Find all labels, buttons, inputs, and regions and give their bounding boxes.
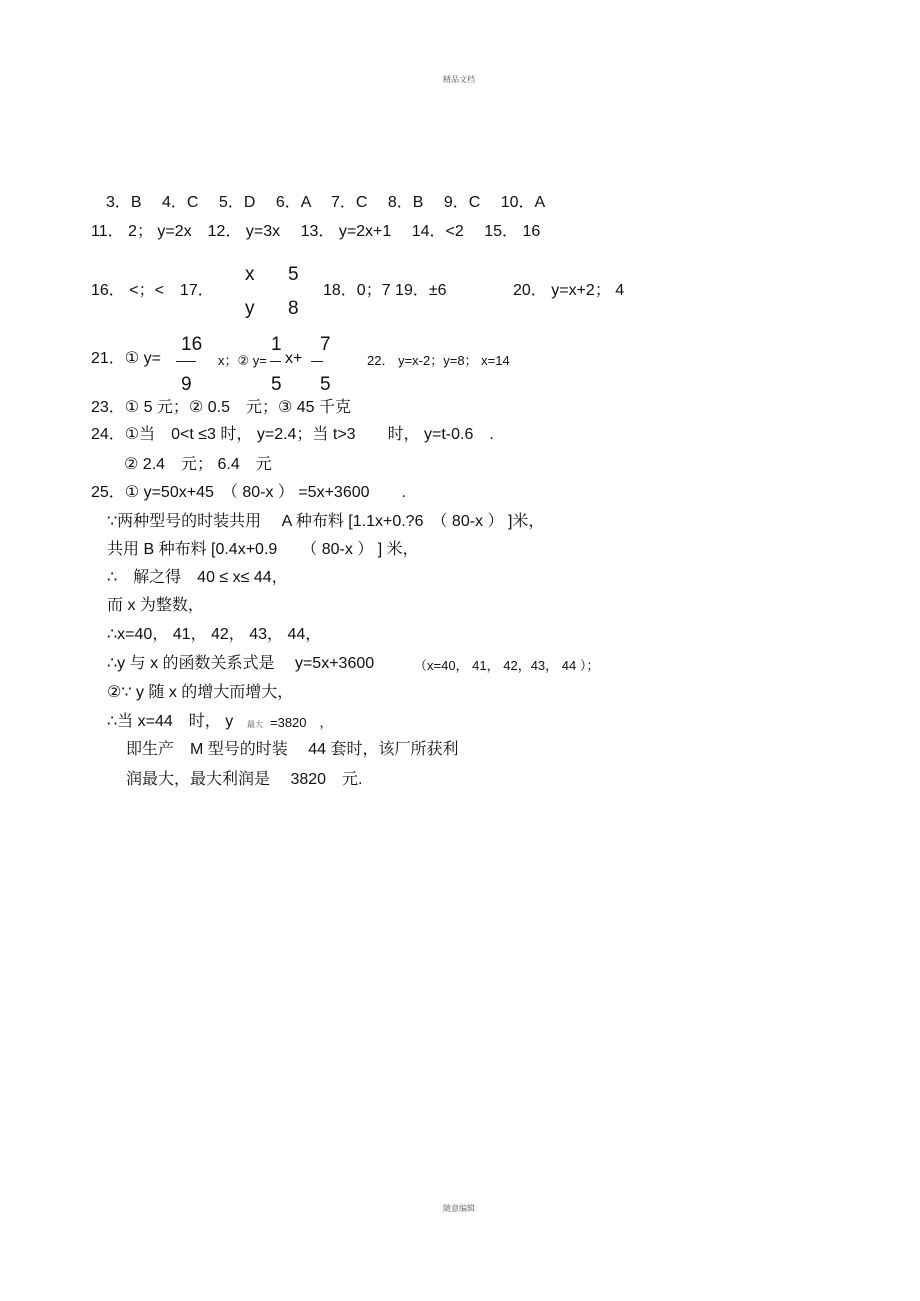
answer-18-19: 18．0；7 19．±6 [323, 282, 447, 299]
fraction-7-5-numerator: 7 [320, 334, 331, 355]
max-subscript: 最大 [247, 720, 263, 729]
answer-25-part1: 25．① y=50x+45 （ 80-x ） =5x+3600 . [91, 484, 406, 501]
fraction-1-5-denominator: 5 [271, 374, 282, 395]
answer-24-part1: 24．①当 0<t ≤3 时， y=2.4；当 t>3 时， y=t-0.6 . [91, 426, 494, 443]
answer-22: 22． y=x-2；y=8； x=14 [367, 353, 510, 368]
answer-line-3-10: 3．B 4．C 5．D 6．A 7．C 8．B 9．C 10．A [106, 194, 546, 211]
answer-25-max-label: ∴当 x=44 时， y [107, 713, 234, 730]
answer-21-label: 21．① y= [91, 350, 161, 367]
answer-25-x-values: ∴x=40， 41， 42， 43， 44， [107, 626, 322, 643]
answer-line-11-15: 11． 2； y=2x 12． y=3x 13． y=2x+1 14．<2 15． 16 [91, 223, 541, 240]
page-footer: 随意编辑 [443, 1204, 475, 1213]
fraction-1-5-numerator: 1 [271, 334, 282, 355]
answer-21-part2-label: x；② y= [218, 353, 267, 368]
answer-16-17-label: 16． <；< 17． [91, 282, 214, 299]
answer-25-max-value: =3820 ， [270, 715, 333, 730]
answer-25-conclusion-2: 润最大，最大利润是 3820 元. [126, 771, 363, 788]
answer-21-x-plus: x+ [285, 350, 303, 367]
answer-24-part2: ② 2.4 元； 6.4 元 [124, 456, 272, 473]
answer-25-fabric-b: 共用 B 种布料 [0.4x+0.9 （ 80-x ） ] 米， [107, 541, 419, 558]
fraction-16-9-numerator: 16 [181, 334, 203, 355]
system-17-x: x [245, 264, 255, 285]
fraction-16-9-bar [176, 361, 196, 362]
answer-20: 20． y=x+2； 4 [513, 282, 625, 299]
fraction-7-5-denominator: 5 [320, 374, 331, 395]
answer-25-integer: 而 x 为整数， [107, 597, 204, 614]
fraction-7-5-bar [311, 361, 323, 362]
answer-25-solve: ∴ 解之得 40 ≤ x≤ 44， [107, 569, 288, 586]
fraction-1-5-bar [270, 361, 281, 362]
system-17-x-value: 5 [288, 264, 299, 285]
answer-25-domain: （x=40， 41， 42，43， 44 ）； [414, 658, 600, 673]
answer-25-function: ∴y 与 x 的函数关系式是 y=5x+3600 [107, 655, 375, 672]
system-17-y: y [245, 298, 255, 319]
answer-25-part2: ②∵ y 随 x 的增大而增大， [107, 684, 294, 701]
answer-25-conclusion-1: 即生产 M 型号的时装 44 套时，该厂所获利 [126, 741, 459, 758]
answer-23: 23．① 5 元；② 0.5 元；③ 45 千克 [91, 399, 351, 416]
answer-25-fabric-a: ∵两种型号的时装共用 A 种布料 [1.1x+0.?6 （ 80-x ） ]米， [107, 513, 545, 530]
page-header: 精品文档 [443, 75, 475, 84]
fraction-16-9-denominator: 9 [181, 374, 192, 395]
system-17-y-value: 8 [288, 298, 299, 319]
